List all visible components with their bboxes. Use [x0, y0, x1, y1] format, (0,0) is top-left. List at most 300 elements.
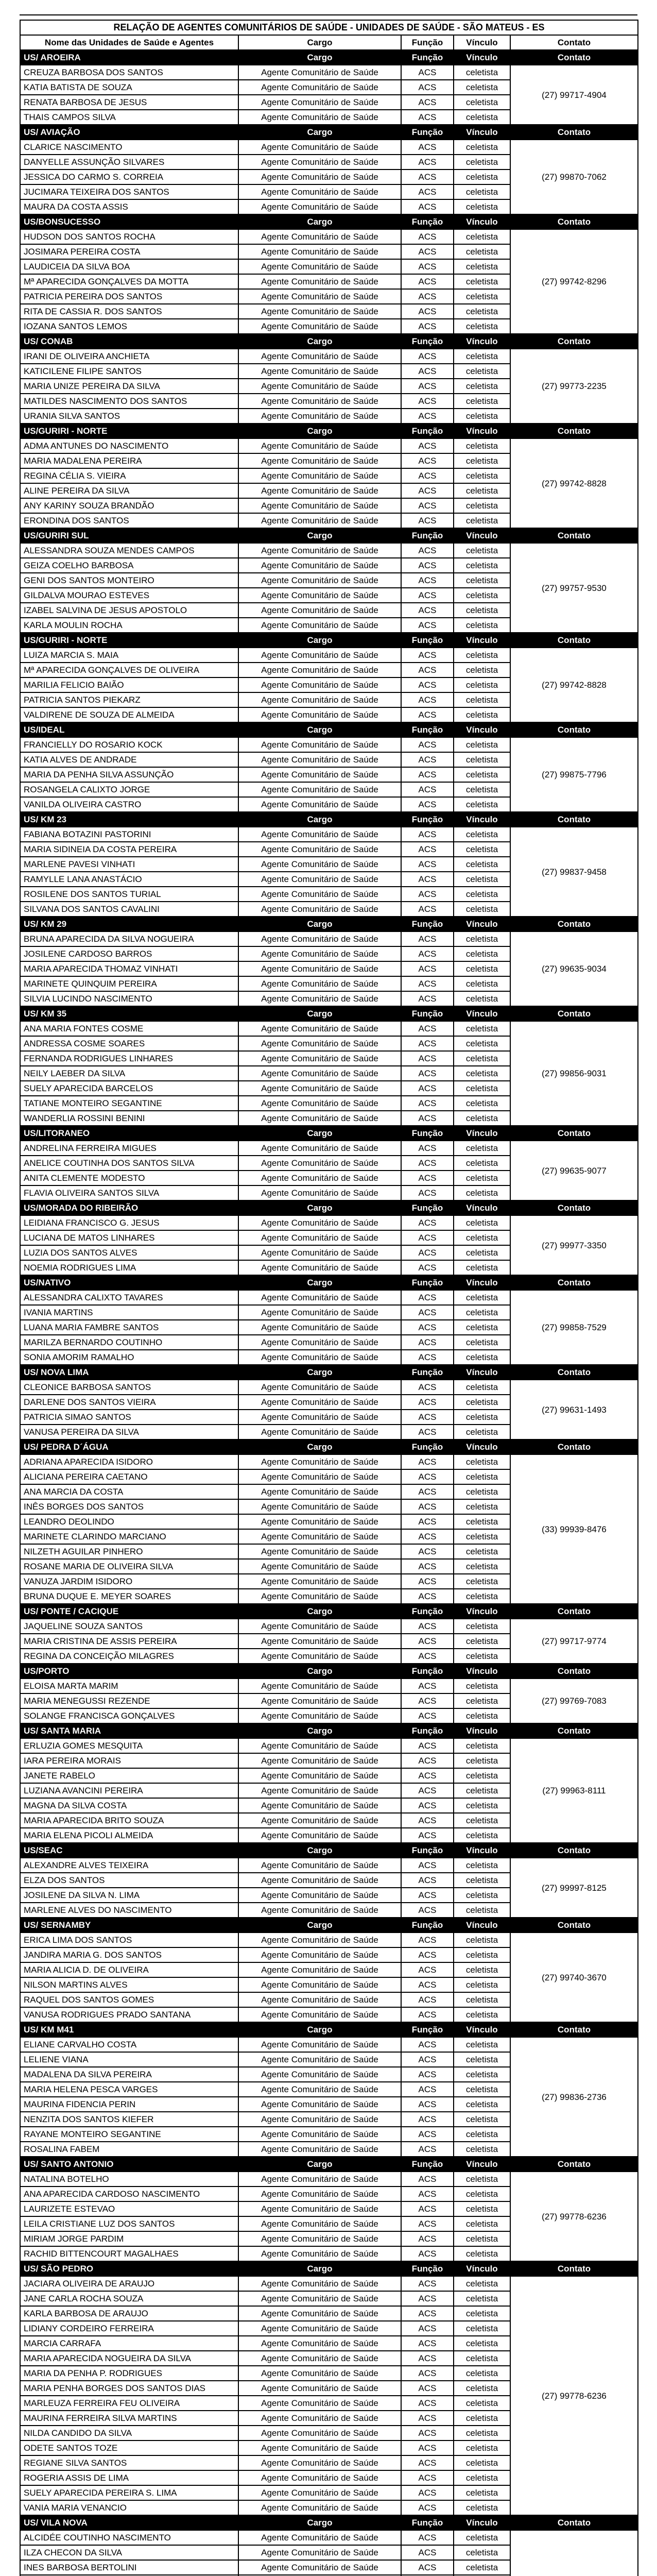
- section-header-vinculo: Vínculo: [454, 214, 510, 229]
- agent-funcao: ACS: [401, 2500, 454, 2515]
- agent-vinculo: celetista: [454, 752, 510, 767]
- agent-vinculo: celetista: [454, 1992, 510, 2007]
- agent-cargo: Agente Comunitário de Saúde: [238, 2336, 401, 2351]
- agent-funcao: ACS: [401, 2485, 454, 2500]
- section-name: US/SEAC: [20, 1843, 238, 1858]
- section-contact: (27) 99963-8111: [510, 1738, 638, 1843]
- section-header-row: [20, 1126, 638, 1141]
- agent-vinculo: celetista: [454, 1185, 510, 1200]
- agent-vinculo: celetista: [454, 931, 510, 946]
- section-contact: (27) 99740-3670: [510, 1933, 638, 2022]
- agent-cargo: Agente Comunitário de Saúde: [238, 483, 401, 498]
- agent-funcao: ACS: [401, 767, 454, 782]
- section-header-row: [20, 1439, 638, 1454]
- agent-vinculo: celetista: [454, 2351, 510, 2366]
- agent-name: Mª APARECIDA GONÇALVES DE OLIVEIRA: [20, 663, 238, 677]
- agents-table-body: [20, 20, 638, 2576]
- agent-vinculo: celetista: [454, 110, 510, 125]
- section-name: US/NATIVO: [20, 1275, 238, 1290]
- agent-vinculo: celetista: [454, 857, 510, 872]
- agent-funcao: ACS: [401, 468, 454, 483]
- agent-cargo: Agente Comunitário de Saúde: [238, 438, 401, 453]
- section-contact: (27) 99837-9458: [510, 827, 638, 917]
- section-contact: (27) 99773-2235: [510, 349, 638, 423]
- section-header-funcao: Função: [401, 1200, 454, 1215]
- agent-funcao: ACS: [401, 1081, 454, 1096]
- agent-name: VANUSA RODRIGUES PRADO SANTANA: [20, 2007, 238, 2022]
- agent-vinculo: celetista: [454, 2366, 510, 2381]
- section-header-contato: Contato: [510, 1200, 638, 1215]
- agent-cargo: Agente Comunitário de Saúde: [238, 1574, 401, 1589]
- agent-cargo: Agente Comunitário de Saúde: [238, 1021, 401, 1036]
- section-header-vinculo: Vínculo: [454, 1439, 510, 1454]
- agent-cargo: Agente Comunitário de Saúde: [238, 2530, 401, 2545]
- section-header-vinculo: Vínculo: [454, 2157, 510, 2172]
- section-header-row: [20, 423, 638, 438]
- agent-cargo: Agente Comunitário de Saúde: [238, 1425, 401, 1439]
- agent-cargo: Agente Comunitário de Saúde: [238, 946, 401, 961]
- agent-vinculo: celetista: [454, 349, 510, 364]
- agent-funcao: ACS: [401, 1245, 454, 1260]
- agent-vinculo: celetista: [454, 1036, 510, 1051]
- agent-name: ANDRESSA COSME SOARES: [20, 1036, 238, 1051]
- agent-name: LUIZA MARCIA S. MAIA: [20, 648, 238, 663]
- agent-vinculo: celetista: [454, 513, 510, 528]
- agent-cargo: Agente Comunitário de Saúde: [238, 1230, 401, 1245]
- section-contact: (27) 99717-4904: [510, 65, 638, 125]
- agent-vinculo: celetista: [454, 170, 510, 184]
- agent-cargo: Agente Comunitário de Saúde: [238, 1051, 401, 1066]
- agent-cargo: Agente Comunitário de Saúde: [238, 931, 401, 946]
- section-contact: (27) 99635-9077: [510, 1141, 638, 1200]
- agent-vinculo: celetista: [454, 2470, 510, 2485]
- agent-vinculo: celetista: [454, 468, 510, 483]
- section-header-contato: Contato: [510, 214, 638, 229]
- agent-funcao: ACS: [401, 349, 454, 364]
- agent-name: ROSILENE DOS SANTOS TURIAL: [20, 887, 238, 902]
- agent-funcao: ACS: [401, 184, 454, 199]
- section-header-vinculo: Vínculo: [454, 722, 510, 737]
- agent-name: NEILY LAEBER DA SILVA: [20, 1066, 238, 1081]
- agent-name: KARLA BARBOSA DE ARAUJO: [20, 2306, 238, 2321]
- agent-vinculo: celetista: [454, 1977, 510, 1992]
- agent-funcao: ACS: [401, 2545, 454, 2560]
- section-name: US/PORTO: [20, 1664, 238, 1679]
- agent-cargo: Agente Comunitário de Saúde: [238, 304, 401, 319]
- agent-cargo: Agente Comunitário de Saúde: [238, 737, 401, 752]
- agent-vinculo: celetista: [454, 976, 510, 991]
- agent-funcao: ACS: [401, 1499, 454, 1514]
- section-header-row: [20, 1275, 638, 1290]
- agent-vinculo: celetista: [454, 289, 510, 304]
- agent-cargo: Agente Comunitário de Saúde: [238, 1783, 401, 1798]
- section-header-cargo: Cargo: [238, 2515, 401, 2530]
- agent-funcao: ACS: [401, 588, 454, 603]
- agent-cargo: Agente Comunitário de Saúde: [238, 1693, 401, 1708]
- agent-cargo: Agente Comunitário de Saúde: [238, 677, 401, 692]
- agent-vinculo: celetista: [454, 1738, 510, 1753]
- agent-cargo: Agente Comunitário de Saúde: [238, 2007, 401, 2022]
- agent-vinculo: celetista: [454, 603, 510, 618]
- agent-cargo: Agente Comunitário de Saúde: [238, 1395, 401, 1410]
- agent-cargo: Agente Comunitário de Saúde: [238, 2276, 401, 2291]
- section-header-vinculo: Vínculo: [454, 1200, 510, 1215]
- agent-vinculo: celetista: [454, 259, 510, 274]
- agent-funcao: ACS: [401, 991, 454, 1006]
- table-row: [20, 1454, 638, 1469]
- section-header-row: [20, 50, 638, 65]
- section-header-vinculo: Vínculo: [454, 528, 510, 543]
- agent-cargo: Agente Comunitário de Saúde: [238, 1320, 401, 1335]
- agent-name: JOSILENE DA SILVA N. LIMA: [20, 1888, 238, 1903]
- agent-cargo: Agente Comunitário de Saúde: [238, 827, 401, 842]
- agent-cargo: Agente Comunitário de Saúde: [238, 573, 401, 588]
- section-header-cargo: Cargo: [238, 1006, 401, 1021]
- agent-vinculo: celetista: [454, 707, 510, 722]
- agent-vinculo: celetista: [454, 1410, 510, 1425]
- agent-vinculo: celetista: [454, 244, 510, 259]
- section-contact: (27) 99778-6236: [510, 2276, 638, 2515]
- agent-funcao: ACS: [401, 319, 454, 334]
- section-contact: (27) 99717-9774: [510, 1619, 638, 1664]
- agent-vinculo: celetista: [454, 1021, 510, 1036]
- agent-name: GILDALVA MOURAO ESTEVES: [20, 588, 238, 603]
- section-name: US/ SANTA MARIA: [20, 1723, 238, 1738]
- agent-vinculo: celetista: [454, 1529, 510, 1544]
- section-header-cargo: Cargo: [238, 50, 401, 65]
- agent-vinculo: celetista: [454, 1320, 510, 1335]
- agent-cargo: Agente Comunitário de Saúde: [238, 1290, 401, 1305]
- agent-funcao: ACS: [401, 1813, 454, 1828]
- agent-cargo: Agente Comunitário de Saúde: [238, 1798, 401, 1813]
- section-header-vinculo: Vínculo: [454, 1126, 510, 1141]
- agent-cargo: Agente Comunitário de Saúde: [238, 2037, 401, 2052]
- agent-name: VANUSA PEREIRA DA SILVA: [20, 1425, 238, 1439]
- agent-funcao: ACS: [401, 170, 454, 184]
- agent-name: INES BARBOSA BERTOLINI: [20, 2560, 238, 2575]
- agent-name: JUCIMARA TEIXEIRA DOS SANTOS: [20, 184, 238, 199]
- section-header-cargo: Cargo: [238, 722, 401, 737]
- section-header-funcao: Função: [401, 1365, 454, 1380]
- agent-vinculo: celetista: [454, 1395, 510, 1410]
- agent-funcao: ACS: [401, 797, 454, 812]
- agent-cargo: Agente Comunitário de Saúde: [238, 1933, 401, 1947]
- agent-funcao: ACS: [401, 259, 454, 274]
- agent-cargo: Agente Comunitário de Saúde: [238, 887, 401, 902]
- section-header-contato: Contato: [510, 1275, 638, 1290]
- agent-vinculo: celetista: [454, 1290, 510, 1305]
- agent-vinculo: celetista: [454, 2216, 510, 2231]
- agent-cargo: Agente Comunitário de Saúde: [238, 1141, 401, 1156]
- agent-vinculo: celetista: [454, 2560, 510, 2575]
- agent-cargo: Agente Comunitário de Saúde: [238, 274, 401, 289]
- agent-funcao: ACS: [401, 2007, 454, 2022]
- agent-cargo: Agente Comunitário de Saúde: [238, 991, 401, 1006]
- agent-cargo: Agente Comunitário de Saúde: [238, 857, 401, 872]
- agent-cargo: Agente Comunitário de Saúde: [238, 2396, 401, 2411]
- agent-cargo: Agente Comunitário de Saúde: [238, 1185, 401, 1200]
- agent-name: MARIA ALICIA D. DE OLIVEIRA: [20, 1962, 238, 1977]
- section-header-funcao: Função: [401, 1918, 454, 1933]
- section-header-vinculo: Vínculo: [454, 50, 510, 65]
- agent-name: MAGNA DA SILVA COSTA: [20, 1798, 238, 1813]
- agent-cargo: Agente Comunitário de Saúde: [238, 1380, 401, 1395]
- agent-funcao: ACS: [401, 1260, 454, 1275]
- agent-funcao: ACS: [401, 2037, 454, 2052]
- agent-funcao: ACS: [401, 1962, 454, 1977]
- agent-vinculo: celetista: [454, 618, 510, 633]
- table-row: [20, 1290, 638, 1305]
- agent-cargo: Agente Comunitário de Saúde: [238, 1768, 401, 1783]
- agent-cargo: Agente Comunitário de Saúde: [238, 2545, 401, 2560]
- agent-name: IOZANA SANTOS LEMOS: [20, 319, 238, 334]
- section-header-vinculo: Vínculo: [454, 1918, 510, 1933]
- section-header-cargo: Cargo: [238, 1843, 401, 1858]
- agent-vinculo: celetista: [454, 1828, 510, 1843]
- agent-cargo: Agente Comunitário de Saúde: [238, 558, 401, 573]
- agent-cargo: Agente Comunitário de Saúde: [238, 2470, 401, 2485]
- agent-name: NENZITA DOS SANTOS KIEFER: [20, 2112, 238, 2127]
- agent-funcao: ACS: [401, 1679, 454, 1693]
- agent-vinculo: celetista: [454, 304, 510, 319]
- agent-vinculo: celetista: [454, 2007, 510, 2022]
- section-header-row: [20, 812, 638, 827]
- agent-name: CREUZA BARBOSA DOS SANTOS: [20, 65, 238, 80]
- agent-cargo: Agente Comunitário de Saúde: [238, 2291, 401, 2306]
- agent-name: LEILA CRISTIANE LUZ DOS SANTOS: [20, 2216, 238, 2231]
- agent-vinculo: celetista: [454, 543, 510, 558]
- agent-vinculo: celetista: [454, 1141, 510, 1156]
- section-name: US/ AVIAÇÃO: [20, 125, 238, 140]
- agent-name: LUZIA DOS SANTOS ALVES: [20, 1245, 238, 1260]
- table-row: [20, 229, 638, 244]
- agent-name: ANELICE COUTINHA DOS SANTOS SILVA: [20, 1156, 238, 1171]
- agent-cargo: Agente Comunitário de Saúde: [238, 1888, 401, 1903]
- section-header-funcao: Função: [401, 423, 454, 438]
- agent-vinculo: celetista: [454, 438, 510, 453]
- section-contact: (27) 99997-8125: [510, 1858, 638, 1918]
- agent-vinculo: celetista: [454, 95, 510, 110]
- agent-funcao: ACS: [401, 618, 454, 633]
- table-row: [20, 1679, 638, 1693]
- agent-funcao: ACS: [401, 2336, 454, 2351]
- agent-cargo: Agente Comunitário de Saúde: [238, 782, 401, 797]
- section-name: US/IDEAL: [20, 722, 238, 737]
- agent-vinculo: celetista: [454, 648, 510, 663]
- agent-funcao: ACS: [401, 1484, 454, 1499]
- section-contact: (27) 99769-7083: [510, 1679, 638, 1723]
- agent-vinculo: celetista: [454, 1051, 510, 1066]
- agent-cargo: Agente Comunitário de Saúde: [238, 603, 401, 618]
- section-header-contato: Contato: [510, 812, 638, 827]
- agent-cargo: Agente Comunitário de Saúde: [238, 2366, 401, 2381]
- agent-vinculo: celetista: [454, 692, 510, 707]
- agent-cargo: Agente Comunitário de Saúde: [238, 289, 401, 304]
- agent-funcao: ACS: [401, 513, 454, 528]
- table-row: [20, 1738, 638, 1753]
- section-header-funcao: Função: [401, 50, 454, 65]
- agent-funcao: ACS: [401, 2321, 454, 2336]
- column-header-vinculo: Vínculo: [454, 35, 510, 50]
- agent-cargo: Agente Comunitário de Saúde: [238, 1245, 401, 1260]
- agent-funcao: ACS: [401, 65, 454, 80]
- agents-table: [20, 20, 638, 2576]
- agent-cargo: Agente Comunitário de Saúde: [238, 1738, 401, 1753]
- section-header-funcao: Função: [401, 1126, 454, 1141]
- section-header-cargo: Cargo: [238, 423, 401, 438]
- agent-cargo: Agente Comunitário de Saúde: [238, 842, 401, 857]
- agent-cargo: Agente Comunitário de Saúde: [238, 902, 401, 917]
- agent-vinculo: celetista: [454, 2067, 510, 2082]
- section-header-contato: Contato: [510, 2515, 638, 2530]
- agent-funcao: ACS: [401, 782, 454, 797]
- agent-name: MAURINA FIDENCIA PERIN: [20, 2097, 238, 2112]
- table-row: [20, 1141, 638, 1156]
- agent-vinculo: celetista: [454, 991, 510, 1006]
- section-header-cargo: Cargo: [238, 528, 401, 543]
- agent-name: MARIA UNIZE PEREIRA DA SILVA: [20, 379, 238, 394]
- agent-funcao: ACS: [401, 2112, 454, 2127]
- section-header-funcao: Função: [401, 917, 454, 931]
- agent-funcao: ACS: [401, 199, 454, 214]
- section-header-cargo: Cargo: [238, 1439, 401, 1454]
- section-header-row: [20, 1664, 638, 1679]
- agent-name: ADMA ANTUNES DO NASCIMENTO: [20, 438, 238, 453]
- agent-funcao: ACS: [401, 95, 454, 110]
- agent-cargo: Agente Comunitário de Saúde: [238, 2500, 401, 2515]
- agent-cargo: Agente Comunitário de Saúde: [238, 1335, 401, 1350]
- agent-funcao: ACS: [401, 244, 454, 259]
- agent-name: ROSANE MARIA DE OLIVEIRA SILVA: [20, 1559, 238, 1574]
- agent-name: ILZA CHECON DA SILVA: [20, 2545, 238, 2560]
- agent-vinculo: celetista: [454, 2082, 510, 2097]
- agent-name: JACIARA OLIVEIRA DE ARAUJO: [20, 2276, 238, 2291]
- agent-funcao: ACS: [401, 2530, 454, 2545]
- section-contact: (27) 99778-6236: [510, 2172, 638, 2261]
- section-contact: [510, 2530, 638, 2576]
- section-name: US/GURIRI SUL: [20, 528, 238, 543]
- agent-vinculo: celetista: [454, 588, 510, 603]
- agent-funcao: ACS: [401, 2187, 454, 2201]
- section-header-contato: Contato: [510, 528, 638, 543]
- agent-cargo: Agente Comunitário de Saúde: [238, 1858, 401, 1873]
- agent-name: MIRIAM JORGE PARDIM: [20, 2231, 238, 2246]
- agent-name: JOSIMARA PEREIRA COSTA: [20, 244, 238, 259]
- agent-vinculo: celetista: [454, 379, 510, 394]
- agent-cargo: Agente Comunitário de Saúde: [238, 80, 401, 95]
- agent-funcao: ACS: [401, 902, 454, 917]
- agent-cargo: Agente Comunitário de Saúde: [238, 543, 401, 558]
- agent-cargo: Agente Comunitário de Saúde: [238, 767, 401, 782]
- section-header-contato: Contato: [510, 2261, 638, 2276]
- agent-cargo: Agente Comunitário de Saúde: [238, 1096, 401, 1111]
- title-row: [20, 20, 638, 35]
- agent-name: ROSALINA FABEM: [20, 2142, 238, 2157]
- agent-name: ANA APARECIDA CARDOSO NASCIMENTO: [20, 2187, 238, 2201]
- agent-name: ERLUZIA GOMES MESQUITA: [20, 1738, 238, 1753]
- agent-cargo: Agente Comunitário de Saúde: [238, 797, 401, 812]
- agent-vinculo: celetista: [454, 2485, 510, 2500]
- agent-cargo: Agente Comunitário de Saúde: [238, 95, 401, 110]
- agent-funcao: ACS: [401, 2426, 454, 2441]
- agent-funcao: ACS: [401, 2097, 454, 2112]
- section-header-row: [20, 1200, 638, 1215]
- agent-funcao: ACS: [401, 1514, 454, 1529]
- agent-vinculo: celetista: [454, 1947, 510, 1962]
- section-name: US/ VILA NOVA: [20, 2515, 238, 2530]
- agent-name: RITA DE CASSIA R. DOS SANTOS: [20, 304, 238, 319]
- agent-cargo: Agente Comunitário de Saúde: [238, 1634, 401, 1649]
- agent-cargo: Agente Comunitário de Saúde: [238, 2231, 401, 2246]
- agent-cargo: Agente Comunitário de Saúde: [238, 1977, 401, 1992]
- agent-vinculo: celetista: [454, 1768, 510, 1783]
- agent-vinculo: celetista: [454, 1962, 510, 1977]
- agent-cargo: Agente Comunitário de Saúde: [238, 1260, 401, 1275]
- section-header-contato: Contato: [510, 1664, 638, 1679]
- agent-cargo: Agente Comunitário de Saúde: [238, 618, 401, 633]
- section-header-row: [20, 2261, 638, 2276]
- agent-name: LEANDRO DEOLINDO: [20, 1514, 238, 1529]
- agent-funcao: ACS: [401, 1828, 454, 1843]
- agent-funcao: ACS: [401, 1290, 454, 1305]
- agent-funcao: ACS: [401, 2246, 454, 2261]
- agent-vinculo: celetista: [454, 2396, 510, 2411]
- agent-cargo: Agente Comunitário de Saúde: [238, 2246, 401, 2261]
- agent-cargo: Agente Comunitário de Saúde: [238, 1992, 401, 2007]
- agent-funcao: ACS: [401, 827, 454, 842]
- agent-funcao: ACS: [401, 1469, 454, 1484]
- agent-funcao: ACS: [401, 1619, 454, 1634]
- agent-vinculo: celetista: [454, 1484, 510, 1499]
- section-contact: (27) 99875-7796: [510, 737, 638, 812]
- section-header-cargo: Cargo: [238, 2157, 401, 2172]
- agent-cargo: Agente Comunitário de Saúde: [238, 1350, 401, 1365]
- agent-cargo: Agente Comunitário de Saúde: [238, 199, 401, 214]
- section-header-contato: Contato: [510, 125, 638, 140]
- agent-vinculo: celetista: [454, 961, 510, 976]
- agent-cargo: Agente Comunitário de Saúde: [238, 1454, 401, 1469]
- agent-name: IRANI DE OLIVEIRA ANCHIETA: [20, 349, 238, 364]
- agent-funcao: ACS: [401, 1529, 454, 1544]
- agent-funcao: ACS: [401, 1380, 454, 1395]
- agent-funcao: ACS: [401, 1783, 454, 1798]
- agent-cargo: Agente Comunitário de Saúde: [238, 319, 401, 334]
- agent-funcao: ACS: [401, 438, 454, 453]
- agent-funcao: ACS: [401, 1738, 454, 1753]
- agent-funcao: ACS: [401, 2067, 454, 2082]
- agent-funcao: ACS: [401, 289, 454, 304]
- section-name: US/ CONAB: [20, 334, 238, 349]
- section-header-row: [20, 722, 638, 737]
- agent-cargo: Agente Comunitário de Saúde: [238, 2142, 401, 2157]
- agent-funcao: ACS: [401, 483, 454, 498]
- section-header-contato: Contato: [510, 1126, 638, 1141]
- section-header-cargo: Cargo: [238, 1918, 401, 1933]
- section-header-vinculo: Vínculo: [454, 125, 510, 140]
- agent-name: NATALINA BOTELHO: [20, 2172, 238, 2187]
- section-header-vinculo: Vínculo: [454, 2022, 510, 2037]
- column-header-funcao: Função: [401, 35, 454, 50]
- agent-vinculo: celetista: [454, 2426, 510, 2441]
- agent-name: ELOISA MARTA MARIM: [20, 1679, 238, 1693]
- agent-name: ANA MARCIA DA COSTA: [20, 1484, 238, 1499]
- agent-funcao: ACS: [401, 1425, 454, 1439]
- agent-name: MARIA MADALENA PEREIRA: [20, 453, 238, 468]
- agent-vinculo: celetista: [454, 2201, 510, 2216]
- agent-vinculo: celetista: [454, 1230, 510, 1245]
- agent-funcao: ACS: [401, 453, 454, 468]
- section-contact: (27) 99858-7529: [510, 1290, 638, 1365]
